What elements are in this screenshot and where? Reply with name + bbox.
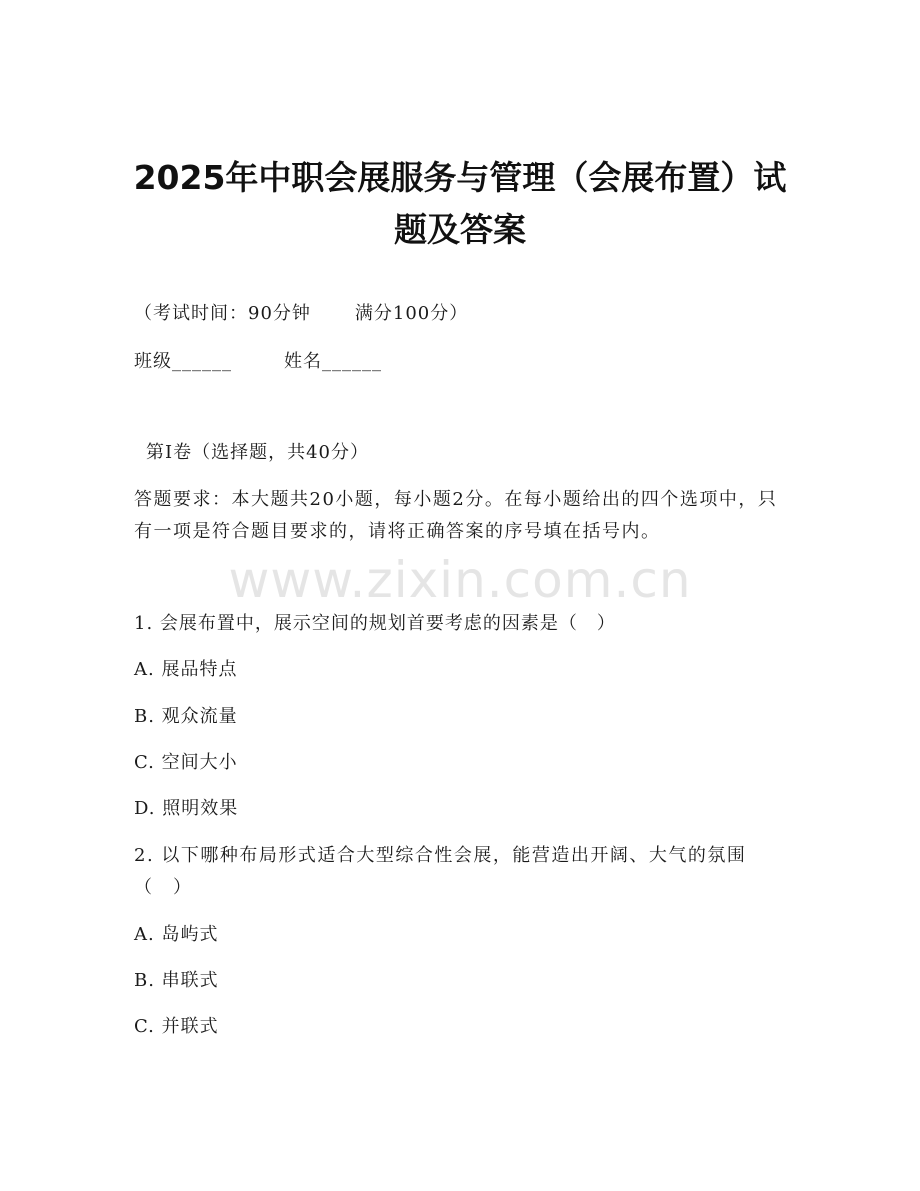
question-1-option-c: C. 空间大小 xyxy=(134,752,238,773)
student-fields xyxy=(134,350,794,374)
exam-full-score: 满分100分） xyxy=(354,303,469,324)
class-field: 班级______ xyxy=(134,351,232,372)
question-1-option-d: D. 照明效果 xyxy=(134,798,239,819)
exam-info xyxy=(134,302,794,326)
title-line-1: 2025年中职会展服务与管理（会展布置）试 xyxy=(133,158,787,197)
question-2-option-b: B. 串联式 xyxy=(134,970,219,991)
question-2-option-a: A. 岛屿式 xyxy=(134,924,219,945)
question-1-option-b: B. 观众流量 xyxy=(134,706,238,727)
question-2-stem: 2. 以下哪种布局形式适合大型综合性会展，能营造出开阔、大气的氛围（ ） xyxy=(134,845,747,898)
exam-time: （考试时间：90分钟 xyxy=(134,303,311,324)
document-title xyxy=(100,152,820,256)
question-2-option-c: C. 并联式 xyxy=(134,1016,219,1037)
question-1-option-a: A. 展品特点 xyxy=(134,659,238,680)
instructions: 答题要求：本大题共20小题，每小题2分。在每小题给出的四个选项中，只有一项是符合题目要求的，请将正确答案的序号填在括号内。 xyxy=(134,489,778,542)
section-heading: 第Ⅰ卷（选择题，共40分） xyxy=(146,442,370,463)
title-line-2: 题及答案 xyxy=(394,210,526,249)
watermark: www.zixin.com.cn xyxy=(228,551,692,609)
question-1-stem: 1. 会展布置中，展示空间的规划首要考虑的因素是（ ） xyxy=(134,613,616,634)
name-field: 姓名______ xyxy=(284,351,382,372)
